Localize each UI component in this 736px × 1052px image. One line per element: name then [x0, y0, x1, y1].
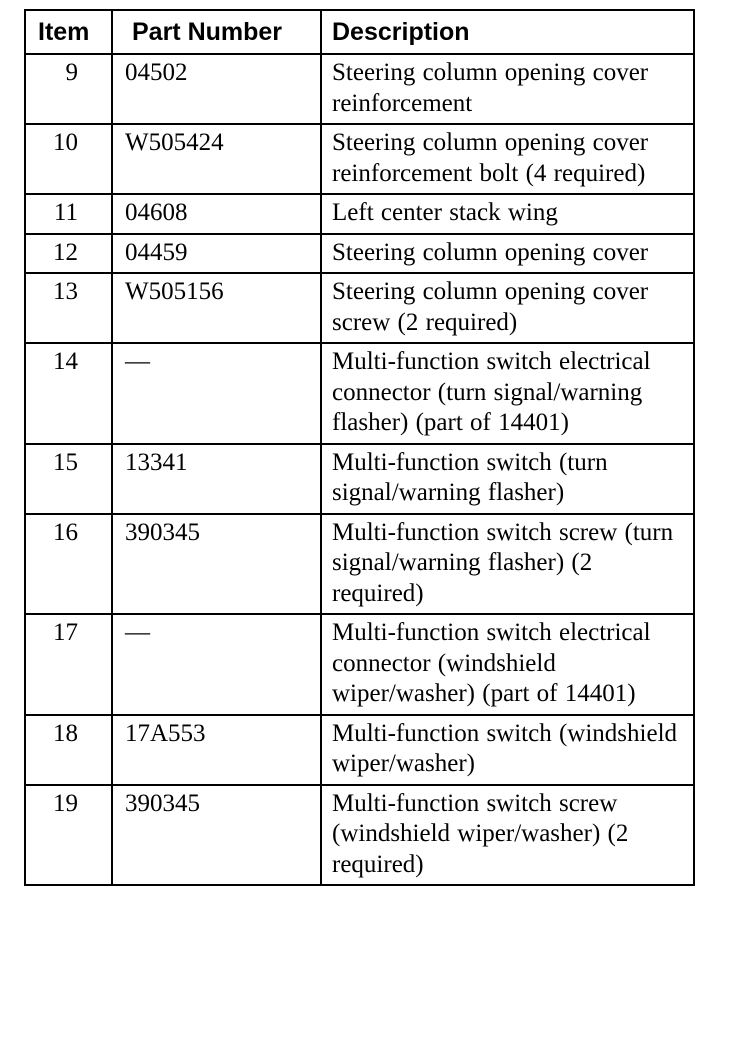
part-number-cell: 04502	[112, 54, 321, 124]
item-number-cell: 9	[25, 54, 112, 124]
part-number-cell: —	[112, 343, 321, 444]
table-row	[25, 234, 694, 274]
description-cell: Left center stack wing	[321, 194, 694, 234]
item-number-cell: 15	[25, 444, 112, 514]
description-cell: Multi-function switch screw (turn signal/warning flasher) (2 required)	[321, 514, 694, 615]
description-cell: Multi-function switch (windshield wiper/washer)	[321, 715, 694, 785]
column-header-part-number: Part Number	[112, 10, 321, 54]
table-row	[25, 715, 694, 785]
part-number-cell: W505424	[112, 124, 321, 194]
description-cell: Steering column opening cover reinforcement	[321, 54, 694, 124]
description-cell: Multi-function switch electrical connector (windshield wiper/washer) (part of 14401)	[321, 614, 694, 715]
table-row	[25, 124, 694, 194]
description-cell: Multi-function switch (turn signal/warning flasher)	[321, 444, 694, 514]
part-number-cell: 17A553	[112, 715, 321, 785]
parts-table	[24, 9, 695, 886]
item-number-cell: 17	[25, 614, 112, 715]
description-cell: Multi-function switch electrical connector (turn signal/warning flasher) (part of 14401)	[321, 343, 694, 444]
item-number-cell: 12	[25, 234, 112, 274]
table-row	[25, 343, 694, 444]
part-number-cell: 04608	[112, 194, 321, 234]
item-number-cell: 10	[25, 124, 112, 194]
table-row	[25, 785, 694, 886]
table-row	[25, 614, 694, 715]
item-number-cell: 18	[25, 715, 112, 785]
part-number-cell: 390345	[112, 514, 321, 615]
table-row	[25, 514, 694, 615]
item-number-cell: 19	[25, 785, 112, 886]
table-row	[25, 444, 694, 514]
part-number-cell: 13341	[112, 444, 321, 514]
column-header-description: Description	[321, 10, 694, 54]
item-number-cell: 11	[25, 194, 112, 234]
item-number-cell: 14	[25, 343, 112, 444]
part-number-cell: 390345	[112, 785, 321, 886]
table-row	[25, 273, 694, 343]
part-number-cell: W505156	[112, 273, 321, 343]
part-number-cell: 04459	[112, 234, 321, 274]
description-cell: Steering column opening cover	[321, 234, 694, 274]
column-header-item: Item	[25, 10, 112, 54]
table-row	[25, 54, 694, 124]
description-cell: Multi-function switch screw (windshield wiper/washer) (2 required)	[321, 785, 694, 886]
description-cell: Steering column opening cover reinforcement bolt (4 required)	[321, 124, 694, 194]
item-number-cell: 13	[25, 273, 112, 343]
description-cell: Steering column opening cover screw (2 required)	[321, 273, 694, 343]
part-number-cell: —	[112, 614, 321, 715]
table-header-row	[25, 10, 694, 54]
item-number-cell: 16	[25, 514, 112, 615]
table-row	[25, 194, 694, 234]
